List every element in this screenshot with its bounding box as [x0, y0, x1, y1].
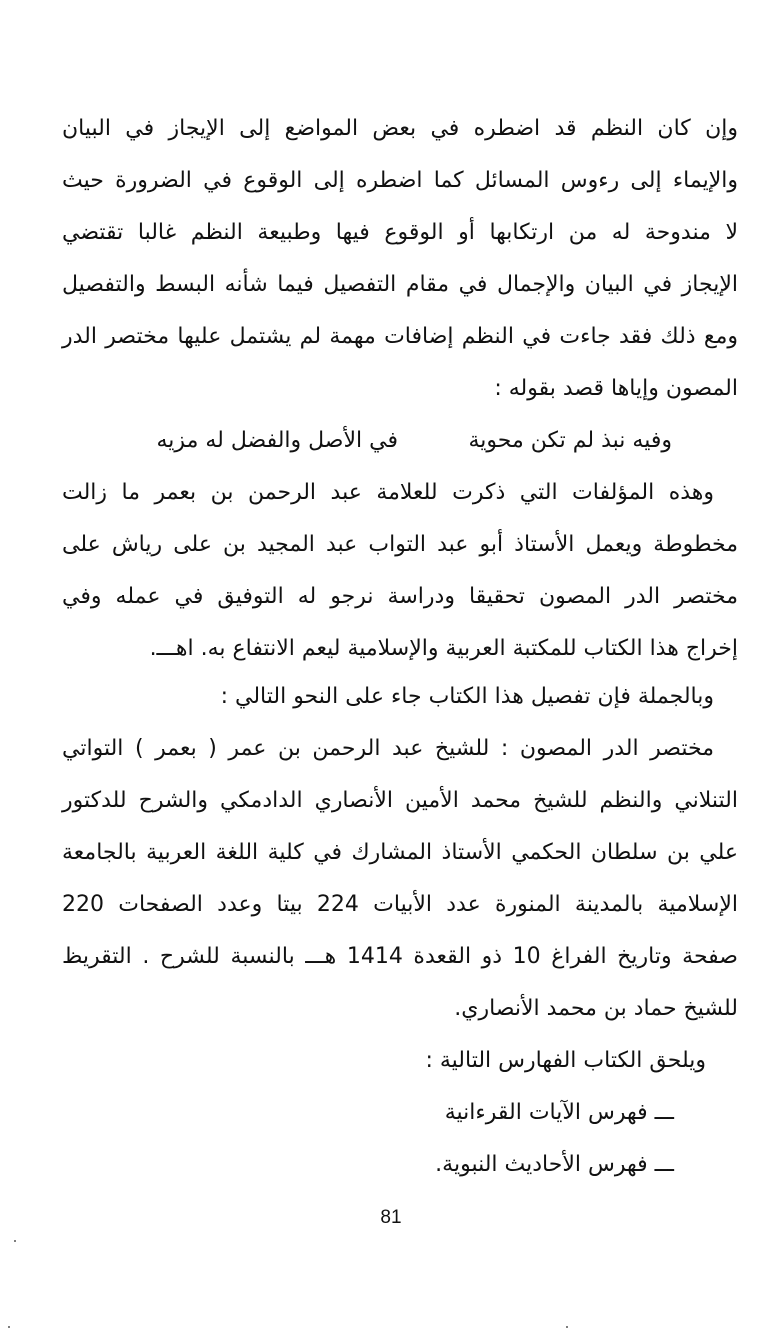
text-line: وبالجملة فإن تفصيل هذا الكتاب جاء على النحو التالي : [220, 684, 714, 709]
text-line: ومع ذلك فقد جاءت في النظم إضافات مهمة لم يشتمل عليها مختصر الدر [62, 324, 738, 349]
text-line: مخطوطة ويعمل الأستاذ أبو عبد التواب عبد المجيد بن على رياش على [62, 532, 738, 557]
scan-speck [566, 1326, 568, 1328]
scan-speck [8, 1326, 10, 1328]
text-line: الإيجاز في البيان والإجمال في مقام التفصيل فيما شأنه البسط والتفصيل [62, 272, 738, 297]
text-line: الإسلامية بالمدينة المنورة عدد الأبيات 224 بيتا وعدد الصفحات 220 [62, 892, 738, 917]
list-item: ـــ فهرس الآيات القرءانية [444, 1100, 674, 1125]
text-line: للشيخ حماد بن محمد الأنصاري. [454, 996, 738, 1021]
text-line: وهذه المؤلفات التي ذكرت للعلامة عبد الرحمن بن بعمر ما زالت [62, 480, 714, 505]
text-line: التنلاني والنظم للشيخ محمد الأمين الأنصاري الدادمكي والشرح للدكتور [62, 788, 738, 813]
text-line: المصون وإياها قصد بقوله : [494, 376, 738, 401]
text-line: إخراج هذا الكتاب للمكتبة العربية والإسلامية ليعم الانتفاع به. اهـــ. [149, 636, 738, 661]
text-line: لا مندوحة له من ارتكابها أو الوقوع فيها وطبيعة النظم غالبا تقتضي [62, 220, 738, 245]
text-line: علي بن سلطان الحكمي الأستاذ المشارك في كلية اللغة العربية بالجامعة [62, 840, 738, 865]
text-line: مختصر الدر المصون : للشيخ عبد الرحمن بن عمر ( بعمر ) التواتي [62, 736, 714, 761]
list-item: ـــ فهرس الأحاديث النبوية. [435, 1152, 674, 1177]
text-line: وإن كان النظم قد اضطره في بعض المواضع إلى الإيجاز في البيان [62, 116, 738, 141]
page-number: 81 [380, 1207, 402, 1228]
verse-second-hemistich: في الأصل والفضل له مزيه [156, 428, 398, 453]
verse-first-hemistich: وفيه نبذ لم تكن محوية [468, 428, 672, 453]
text-line: مختصر الدر المصون تحقيقا ودراسة نرجو له التوفيق في عمله وفي [62, 584, 738, 609]
text-line: والإيماء إلى رءوس المسائل كما اضطره إلى الوقوع في الضرورة حيث [62, 168, 738, 193]
indexes-intro: ويلحق الكتاب الفهارس التالية : [425, 1048, 706, 1073]
text-line: صفحة وتاريخ الفراغ 10 ذو القعدة 1414 هـــ بالنسبة للشرح . التقريظ [62, 944, 738, 969]
scan-speck [14, 1240, 16, 1242]
